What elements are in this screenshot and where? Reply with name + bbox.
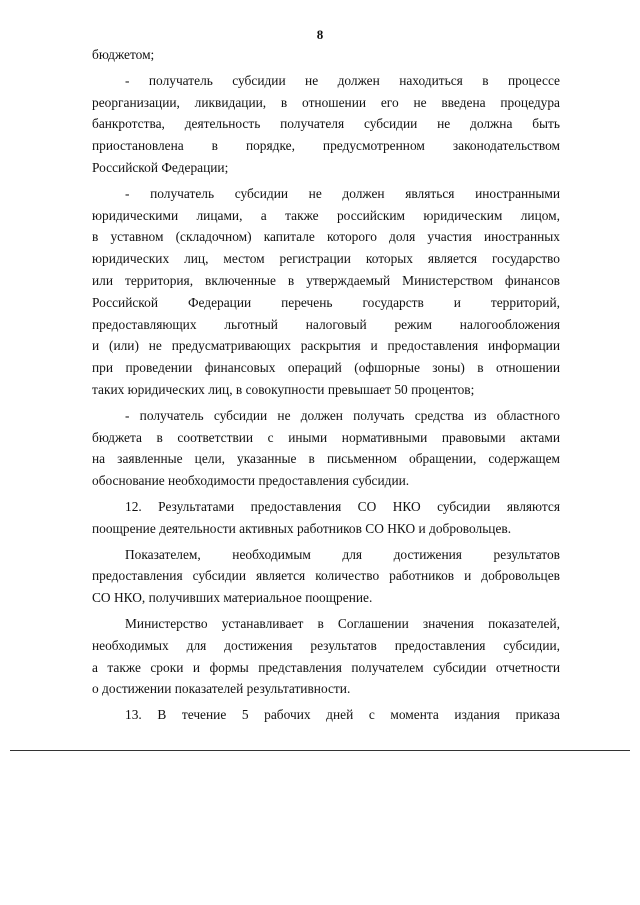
text-line: предоставления субсидии является количество работников и добровольцев [92,568,560,584]
text-line: бюджета в соответствии с иными нормативными правовыми актами [92,429,560,445]
paragraph [92,544,560,609]
text-line: Министерство устанавливает в Соглашении значения показателей, [125,615,560,631]
text-line: поощрение деятельности активных работников СО НКО и добровольцев. [92,520,512,536]
text-line: Показателем, необходимым для достижения результатов [125,546,560,562]
page-footer-rule [10,750,630,751]
text-line: банкротства, деятельность получателя субсидии не должна быть [92,116,560,132]
paragraph [92,183,560,401]
text-line: или территория, включенные в утверждаемый Министерством финансов [92,272,560,288]
text-line: СО НКО, получивших материальное поощрение. [92,590,373,606]
page-number: 8 [316,27,324,42]
text-line: на заявленные цели, указанные в письменном обращении, содержащем [92,451,560,467]
text-line: приостановлена в порядке, предусмотренном законодательством [92,138,560,154]
text-line: 13. В течение 5 рабочих дней с момента издания приказа [125,707,560,723]
text-line: и (или) не предусматривающих раскрытия и предоставления информации [92,338,560,354]
text-line: бюджетом; [92,47,155,62]
paragraph [92,496,560,540]
paragraph [92,405,560,492]
document-body [92,44,560,726]
paragraph [92,44,560,66]
text-line: а также сроки и формы представления получателем субсидии отчетности [92,659,560,675]
text-line: юридических лиц, местом регистрации которых является государство [92,251,560,267]
text-line: в уставном (складочном) капитале которого доля участия иностранных [92,229,560,245]
text-line: реорганизации, ликвидации, в отношении его не введена процедура [92,94,560,110]
text-line: Российской Федерации; [92,159,229,175]
text-line: предоставляющих льготный налоговый режим налогообложения [92,316,560,332]
text-line: - получатель субсидии не должен являться иностранными [125,185,560,201]
text-line: о достижении показателей результативности. [92,681,351,697]
text-line: таких юридических лиц, в совокупности превышает 50 процентов; [92,381,475,397]
text-line: при проведении финансовых операций (офшорные зоны) в отношении [92,360,560,376]
paragraph [92,70,560,179]
text-line: обоснование необходимости предоставления субсидии. [92,473,410,489]
text-line: необходимых для достижения результатов предоставления субсидии, [92,637,560,653]
text-line: Российской Федерации перечень государств и территорий, [92,294,560,310]
paragraph [92,613,560,700]
text-line: юридическими лицами, а также российским юридическим лицом, [92,207,560,223]
text-line: - получатель субсидии не должен находиться в процессе [125,72,560,88]
text-line: 12. Результатами предоставления СО НКО субсидии являются [125,498,560,514]
text-line: - получатель субсидии не должен получать средства из областного [125,407,560,423]
paragraph [92,704,560,726]
